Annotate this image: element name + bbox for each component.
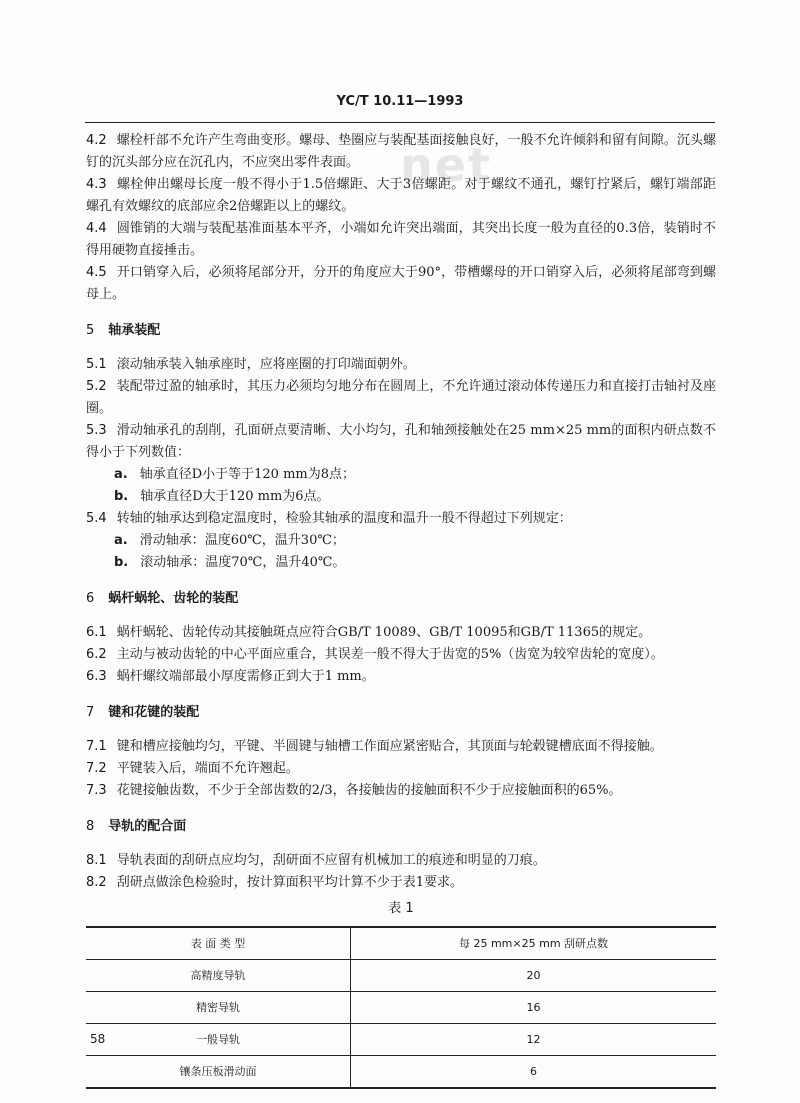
clause-text: 刮研点做涂色检验时，按计算面积平均计算不少于表1要求。: [116, 875, 463, 890]
clause-text: 导轨表面的刮研点应均匀，刮研面不应留有机械加工的痕迹和明显的刀痕。: [116, 853, 546, 868]
clause-number: 5.3: [86, 423, 107, 438]
clause-number: 7.3: [86, 783, 107, 798]
clause-text: 滑动轴承孔的刮削，孔面研点要清晰、大小均匀，孔和轴颈接触处在25 mm×25 mm的面积内研点数不得小于下列数值：: [86, 423, 716, 460]
clause-text: 键和花键的装配: [108, 705, 200, 720]
clause-paragraph: [86, 218, 716, 262]
table-cell: 精密导轨: [86, 992, 351, 1024]
clause-paragraph: [86, 758, 716, 780]
table-row: [86, 1024, 716, 1056]
table-cell: 12: [526, 1032, 541, 1046]
table-cell: 6: [530, 1064, 537, 1078]
clause-number: 8.1: [86, 853, 107, 868]
clause-number: 5.2: [86, 379, 107, 394]
list-item: [86, 464, 716, 486]
clause-number: 6.3: [86, 669, 107, 684]
clause-text: 滚动轴承：温度70℃，温升40℃。: [140, 555, 346, 570]
text-blocks: [86, 130, 716, 894]
clause-number: 7.1: [86, 739, 107, 754]
table-row: [86, 960, 716, 992]
clause-text: 蜗杆蜗轮、齿轮传动其接触斑点应符合GB/T 10089、GB/T 10095和GB/T 11365的规定。: [116, 625, 652, 640]
clause-paragraph: [86, 850, 716, 872]
clause-text: 键和槽应接触均匀，平键、半圆键与轴槽工作面应紧密贴合，其顶面与轮毂键槽底面不得接触。: [116, 739, 663, 754]
clause-paragraph: [86, 666, 716, 688]
clause-paragraph: [86, 644, 716, 666]
clause-text: 主动与被动齿轮的中心平面应重合，其误差一般不得大于齿宽的5%（齿宽为较窄齿轮的宽度）。: [116, 647, 664, 662]
clause-number: 6.2: [86, 647, 107, 662]
table-cell: 一般导轨: [86, 1024, 351, 1056]
list-item: [86, 552, 716, 574]
list-item: [86, 486, 716, 508]
table-header-cell: 表 面 类 型: [86, 927, 351, 960]
table-cell: 20: [526, 968, 541, 982]
clause-number: b.: [114, 489, 129, 504]
clause-text: 蜗杆螺纹端部最小厚度需修正到大于1 mm。: [116, 669, 375, 684]
clause-paragraph: [86, 130, 716, 174]
document-body: [86, 130, 716, 1089]
clause-paragraph: [86, 420, 716, 464]
clause-text: 螺栓杆部不允许产生弯曲变形。螺母、垫圈应与装配基面接触良好，一般不允许倾斜和留有间隙。沉头螺钉的沉头部分应在沉孔内，不应突出零件表面。: [86, 133, 716, 170]
table-title: 表 1: [388, 901, 414, 916]
section-heading: [86, 320, 716, 342]
table-cell: 镶条压板滑动面: [86, 1056, 351, 1089]
clause-paragraph: [86, 354, 716, 376]
table-row: [86, 992, 716, 1024]
table-cell: 高精度导轨: [86, 960, 351, 992]
clause-number: 5.4: [86, 511, 107, 526]
clause-paragraph: [86, 872, 716, 894]
data-table: [86, 926, 716, 1089]
clause-text: 滚动轴承装入轴承座时，应将座圈的打印端面朝外。: [116, 357, 416, 372]
clause-paragraph: [86, 262, 716, 306]
clause-text: 转轴的轴承达到稳定温度时，检验其轴承的温度和温升一般不得超过下列规定：: [116, 511, 572, 526]
clause-number: 6.1: [86, 625, 107, 640]
clause-text: 轴承装配: [108, 323, 161, 338]
watermark: net: [400, 138, 492, 192]
section-heading: [86, 702, 716, 724]
section-heading: [86, 588, 716, 610]
page-header: YC/T 10.11—1993: [336, 94, 464, 109]
header-rule: [85, 122, 715, 123]
table-header-row: [86, 927, 716, 960]
clause-text: 滑动轴承：温度60℃，温升30℃；: [139, 533, 345, 548]
clause-number: 4.2: [86, 133, 107, 148]
clause-paragraph: [86, 622, 716, 644]
clause-text: 轴承直径D小于等于120 mm为8点；: [139, 467, 356, 482]
list-item: [86, 530, 716, 552]
clause-number: 7.2: [86, 761, 107, 776]
clause-text: 导轨的配合面: [108, 819, 187, 834]
clause-number: b.: [114, 555, 129, 570]
clause-number: 8: [86, 819, 95, 834]
clause-text: 螺栓伸出螺母长度一般不得小于1.5倍螺距、大于3倍螺距。对于螺纹不通孔，螺钉拧紧后，螺钉端部距螺孔有效螺纹的底部应余2倍螺距以上的螺纹。: [86, 177, 716, 214]
clause-text: 装配带过盈的轴承时，其压力必须均匀地分布在圆周上，不允许通过滚动体传递压力和直接打击轴衬及座圈。: [86, 379, 716, 416]
clause-paragraph: [86, 780, 716, 802]
clause-paragraph: [86, 376, 716, 420]
clause-text: 平键装入后，端面不允许翘起。: [116, 761, 299, 776]
clause-number: 6: [86, 591, 95, 606]
clause-number: 8.2: [86, 875, 107, 890]
page-number: 58: [90, 1032, 106, 1046]
clause-text: 开口销穿入后，必须将尾部分开，分开的角度应大于90°，带槽螺母的开口销穿入后，必须将尾部弯到螺母上。: [86, 265, 716, 302]
clause-number: 4.4: [86, 221, 107, 236]
clause-number: 4.5: [86, 265, 107, 280]
clause-paragraph: [86, 736, 716, 758]
clause-paragraph: [86, 508, 716, 530]
clause-text: 蜗杆蜗轮、齿轮的装配: [108, 591, 239, 606]
clause-text: 圆锥销的大端与装配基准面基本平齐，小端如允许突出端面，其突出长度一般为直径的0.3倍，装销时不得用硬物直接捶击。: [86, 221, 716, 258]
clause-number: 5: [86, 323, 95, 338]
section-heading: [86, 816, 716, 838]
table-cell: 16: [526, 1000, 541, 1014]
clause-number: 5.1: [86, 357, 107, 372]
clause-text: 花键接触齿数，不少于全部齿数的2/3，各接触齿的接触面积不少于应接触面积的65%。: [116, 783, 622, 798]
table-row: [86, 1056, 716, 1089]
clause-number: a.: [114, 467, 128, 482]
clause-number: 7: [86, 705, 95, 720]
clause-number: 4.3: [86, 177, 107, 192]
table-header-cell: 每 25 mm×25 mm 刮研点数: [458, 936, 609, 950]
clause-text: 轴承直径D大于120 mm为6点。: [140, 489, 330, 504]
clause-paragraph: [86, 174, 716, 218]
clause-number: a.: [114, 533, 128, 548]
